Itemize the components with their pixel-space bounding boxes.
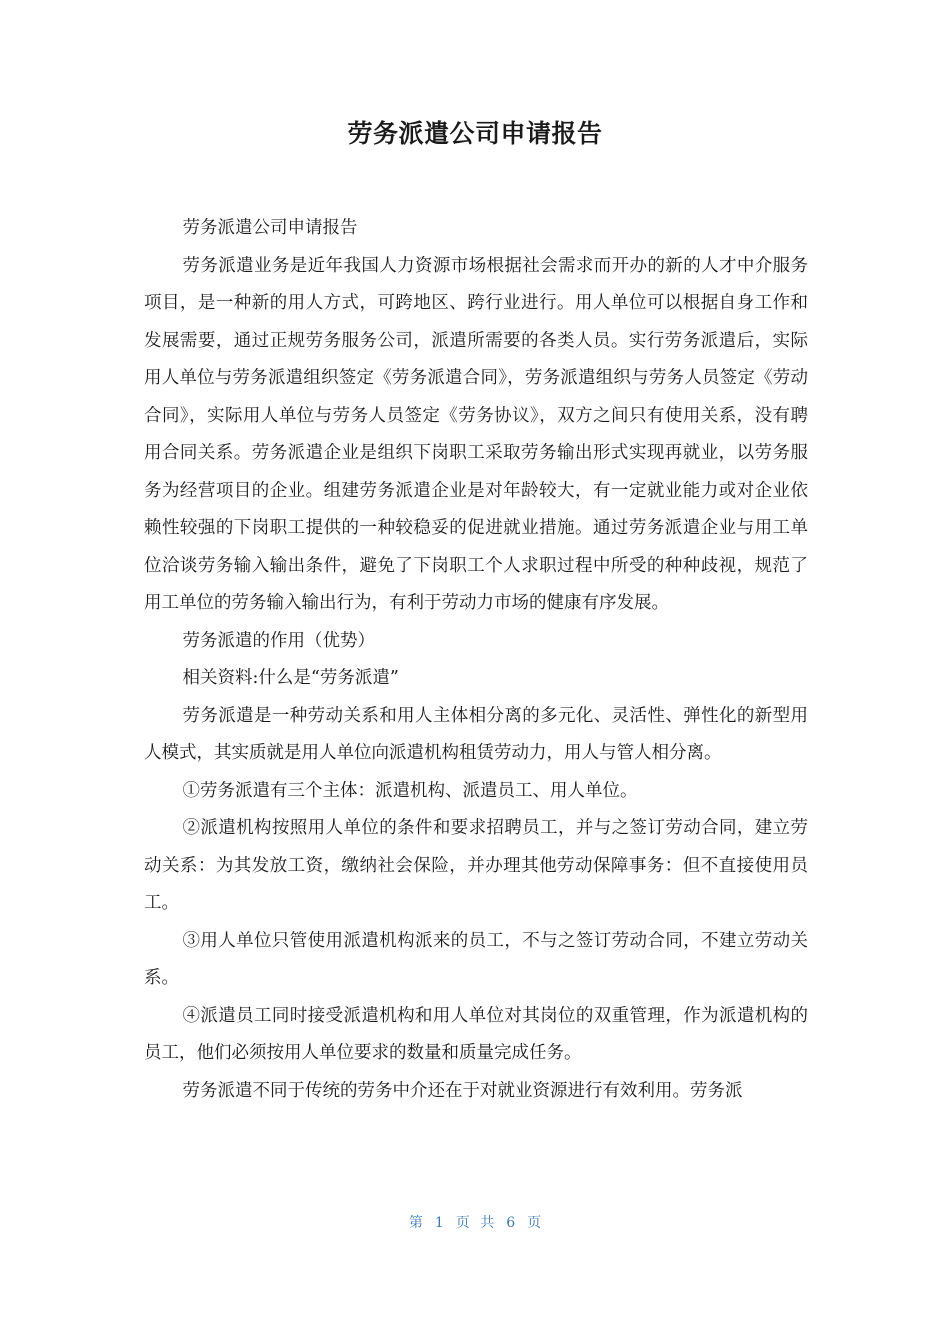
page-footer xyxy=(0,1212,950,1232)
footer-middle: 页 共 xyxy=(455,1215,495,1231)
paragraph-subtitle: 劳务派遣公司申请报告 xyxy=(182,218,358,238)
paragraph-point-3: ③用人单位只管使用派遣机构派来的员工，不与之签订劳动合同，不建立劳动关系。 xyxy=(144,930,808,988)
document-title: 劳务派遣公司申请报告 xyxy=(347,119,603,148)
paragraph-point-2: ②派遣机构按照用人单位的条件和要求招聘员工，并与之签订劳动合同，建立劳动关系：为其发放工资，缴纳社会保险，并办理其他劳动保障事务：但不直接使用员工。 xyxy=(144,818,808,913)
paragraph-intro: 劳务派遣业务是近年我国人力资源市场根据社会需求而开办的新的人才中介服务项目，是一种新的用人方式，可跨地区、跨行业进行。用人单位可以根据自身工作和发展需要，通过正规劳务服务公司，派遣所需要的各类人员。实行劳务派遣后，实际用人单位与劳务派遣组织签定《劳务派遣合同》，劳务派遣组织与劳务人员签定《劳动合同》，实际用人单位与劳务人员签定《劳务协议》，双方之间只有使用关系，没有聘用合同关系。劳务派遣企业是组织下岗职工采取劳务输出形式实现再就业，以劳务服务为经营项目的企业。组建劳务派遣企业是对年龄较大，有一定就业能力或对企业依赖性较强的下岗职工提供的一种较稳妥的促进就业措施。通过劳务派遣企业与用工单位洽谈劳务输入输出条件，避免了下岗职工个人求职过程中所受的种种歧视，规范了用工单位的劳务输入输出行为，有利于劳动力市场的健康有序发展。 xyxy=(144,255,808,613)
paragraph-point-1: ①劳务派遣有三个主体：派遣机构、派遣员工、用人单位。 xyxy=(182,780,638,801)
paragraph-section-heading: 劳务派遣的作用（优势） xyxy=(182,630,375,651)
paragraph-definition: 劳务派遣是一种劳动关系和用人主体相分离的多元化、灵活性、弹性化的新型用人模式，其实质就是用人单位向派遣机构租赁劳动力，用人与管人相分离。 xyxy=(144,705,808,763)
paragraph-related-info: 相关资料:什么是“劳务派遣” xyxy=(182,668,399,688)
footer-total-pages: 6 xyxy=(506,1215,516,1231)
footer-prefix: 第 xyxy=(408,1215,423,1231)
footer-current-page: 1 xyxy=(434,1215,444,1231)
paragraph-point-4: ④派遣员工同时接受派遣机构和用人单位对其岗位的双重管理，作为派遣机构的员工，他们必须按用人单位要求的数量和质量完成任务。 xyxy=(144,1005,808,1063)
footer-suffix: 页 xyxy=(527,1215,542,1231)
document-body xyxy=(144,210,808,1110)
paragraph-continued: 劳务派遣不同于传统的劳务中介还在于对就业资源进行有效利用。劳务派 xyxy=(182,1080,743,1101)
